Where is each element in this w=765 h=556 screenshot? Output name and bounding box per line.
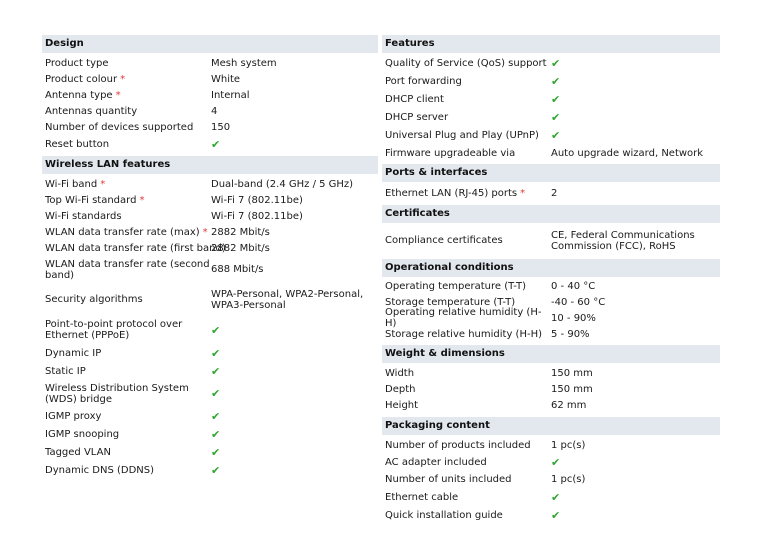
required-asterisk-icon: * (115, 89, 121, 101)
spec-row (382, 108, 720, 126)
spec-row (42, 192, 378, 208)
spec-row (42, 71, 378, 87)
spec-row (382, 307, 720, 329)
spec-value: 150 mm (551, 367, 593, 379)
spec-row (42, 380, 378, 407)
spec-row (382, 506, 720, 524)
spec-label: IGMP snooping (45, 428, 120, 440)
required-asterisk-icon: * (100, 178, 106, 190)
spec-label: Storage relative humidity (H-H) (385, 328, 542, 340)
spec-label: Dynamic DNS (DDNS) (45, 464, 155, 476)
checkmark-icon: ✔ (551, 110, 561, 124)
spec-label: WLAN data transfer rate (second band) (45, 258, 210, 281)
spec-value: 10 - 90% (551, 312, 596, 324)
checkmark-icon: ✔ (551, 74, 561, 88)
spec-value: Mesh system (211, 57, 277, 69)
spec-row (382, 144, 720, 162)
section-header-ports-interfaces: Ports & interfaces (382, 164, 720, 182)
spec-label: AC adapter included (385, 457, 487, 468)
spec-value: 1 pc(s) (551, 474, 586, 485)
checkmark-icon: ✔ (551, 508, 561, 522)
spec-row (382, 224, 720, 257)
spec-row (382, 471, 720, 488)
spec-label: Wi-Fi band * (45, 178, 106, 190)
checkmark-icon: ✔ (551, 490, 561, 504)
spec-row (382, 326, 720, 342)
spec-label: Width (385, 367, 415, 379)
required-asterisk-icon: * (120, 73, 126, 85)
spec-label: Height (385, 399, 419, 411)
spec-value: Auto upgrade wizard, Network (551, 147, 704, 159)
spec-value: 5 - 90% (551, 328, 590, 340)
spec-row (42, 55, 378, 71)
spec-value: Wi-Fi 7 (802.11be) (211, 194, 303, 206)
checkmark-icon: ✔ (211, 364, 221, 378)
spec-label: Dynamic IP (45, 347, 102, 359)
spec-label: Wireless Distribution System (WDS) bridge (45, 382, 189, 405)
spec-row (42, 283, 378, 316)
spec-row (382, 436, 720, 454)
spec-label: Point-to-point protocol over Ethernet (PPPoE) (45, 319, 183, 341)
checkmark-icon: ✔ (551, 456, 561, 469)
spec-row (42, 119, 378, 135)
section-header-wireless-lan: Wireless LAN features (42, 156, 378, 174)
spec-label: Static IP (45, 365, 86, 377)
section-header-operational-conditions: Operational conditions (382, 259, 720, 277)
spec-label: Ethernet cable (385, 491, 459, 503)
spec-label: Quick installation guide (385, 509, 503, 521)
spec-row (382, 278, 720, 294)
spec-value: WPA-Personal, WPA2-Personal, WPA3-Personal (211, 288, 364, 311)
spec-label: Storage temperature (T-T) (385, 296, 516, 308)
spec-row (382, 72, 720, 90)
spec-row (42, 208, 378, 224)
checkmark-icon: ✔ (551, 128, 561, 142)
spec-row (382, 126, 720, 144)
spec-row (382, 381, 720, 397)
section-header-packaging-content: Packaging content (382, 417, 720, 435)
spec-row (42, 362, 378, 380)
spec-value: CE, Federal Communications Commission (FCC), RoHS (551, 229, 695, 252)
checkmark-icon: ✔ (211, 463, 221, 477)
spec-row (382, 365, 720, 381)
spec-label: DHCP server (385, 111, 449, 123)
spec-row (42, 103, 378, 119)
spec-value: 688 Mbit/s (211, 264, 264, 275)
right-spec-column (382, 35, 720, 524)
left-spec-column (42, 35, 378, 479)
spec-label: Quality of Service (QoS) support (385, 57, 547, 69)
spec-label: Firmware upgradeable via (385, 147, 516, 159)
spec-label: Operating temperature (T-T) (385, 280, 527, 292)
spec-row (382, 488, 720, 506)
spec-value: Dual-band (2.4 GHz / 5 GHz) (211, 178, 354, 190)
spec-label: Antennas quantity (45, 105, 138, 117)
spec-label: Port forwarding (385, 75, 462, 87)
spec-row (42, 407, 378, 425)
spec-value: 150 mm (551, 383, 593, 395)
spec-row (382, 90, 720, 108)
spec-row (42, 135, 378, 153)
checkmark-icon: ✔ (211, 323, 221, 337)
spec-row (382, 397, 720, 413)
spec-label: WLAN data transfer rate (first band) (45, 242, 226, 254)
spec-row (42, 461, 378, 479)
spec-row (42, 87, 378, 103)
checkmark-icon: ✔ (211, 427, 221, 441)
checkmark-icon: ✔ (211, 346, 221, 360)
spec-label: Tagged VLAN (45, 446, 111, 458)
spec-row (42, 256, 378, 283)
spec-value: Wi-Fi 7 (802.11be) (211, 210, 303, 222)
section-header-weight-dimensions: Weight & dimensions (382, 345, 720, 363)
spec-label: Antenna type * (45, 89, 121, 101)
spec-value: 2 (551, 187, 558, 199)
checkmark-icon: ✔ (211, 445, 221, 459)
spec-label: Number of products included (385, 439, 531, 451)
spec-row (382, 183, 720, 203)
spec-value: Internal (211, 89, 250, 101)
spec-value: 4 (211, 105, 218, 117)
spec-value: White (211, 73, 241, 85)
spec-label: Wi-Fi standards (45, 210, 122, 222)
spec-value: 2882 Mbit/s (211, 226, 270, 238)
spec-value: 0 - 40 °C (551, 280, 596, 292)
spec-row (382, 454, 720, 471)
spec-row (42, 425, 378, 443)
checkmark-icon: ✔ (211, 137, 221, 151)
spec-value: -40 - 60 °C (551, 296, 606, 308)
spec-row (382, 54, 720, 72)
checkmark-icon: ✔ (211, 387, 221, 400)
checkmark-icon: ✔ (551, 56, 561, 70)
spec-label: Compliance certificates (385, 235, 503, 246)
spec-row (42, 443, 378, 461)
checkmark-icon: ✔ (211, 409, 221, 423)
spec-label: IGMP proxy (45, 410, 102, 422)
required-asterisk-icon: * (520, 187, 526, 199)
spec-label: Ethernet LAN (RJ-45) ports * (385, 187, 526, 199)
spec-label: Number of devices supported (45, 121, 194, 133)
section-header-features: Features (382, 35, 720, 53)
spec-row (42, 240, 378, 256)
spec-label: DHCP client (385, 93, 444, 105)
spec-label: WLAN data transfer rate (max) * (45, 226, 208, 238)
spec-label: Security algorithms (45, 294, 143, 305)
spec-row (42, 224, 378, 240)
spec-label: Number of units included (385, 474, 512, 485)
spec-label: Top Wi-Fi standard * (45, 194, 145, 206)
spec-value: 1 pc(s) (551, 439, 586, 451)
spec-row (42, 176, 378, 192)
section-header-certificates: Certificates (382, 205, 720, 223)
checkmark-icon: ✔ (551, 92, 561, 106)
section-header-design: Design (42, 35, 378, 53)
required-asterisk-icon: * (202, 226, 208, 238)
spec-row (42, 344, 378, 362)
spec-label: Product colour * (45, 73, 126, 85)
spec-row (42, 316, 378, 344)
spec-value: 2882 Mbit/s (211, 242, 270, 254)
spec-label: Operating relative humidity (H-H) (385, 307, 542, 329)
spec-label: Product type (45, 57, 109, 69)
spec-value: 62 mm (551, 399, 587, 411)
spec-label: Reset button (45, 138, 110, 150)
required-asterisk-icon: * (139, 194, 145, 206)
spec-label: Depth (385, 383, 416, 395)
spec-value: 150 (211, 121, 231, 133)
spec-label: Universal Plug and Play (UPnP) (385, 129, 539, 141)
